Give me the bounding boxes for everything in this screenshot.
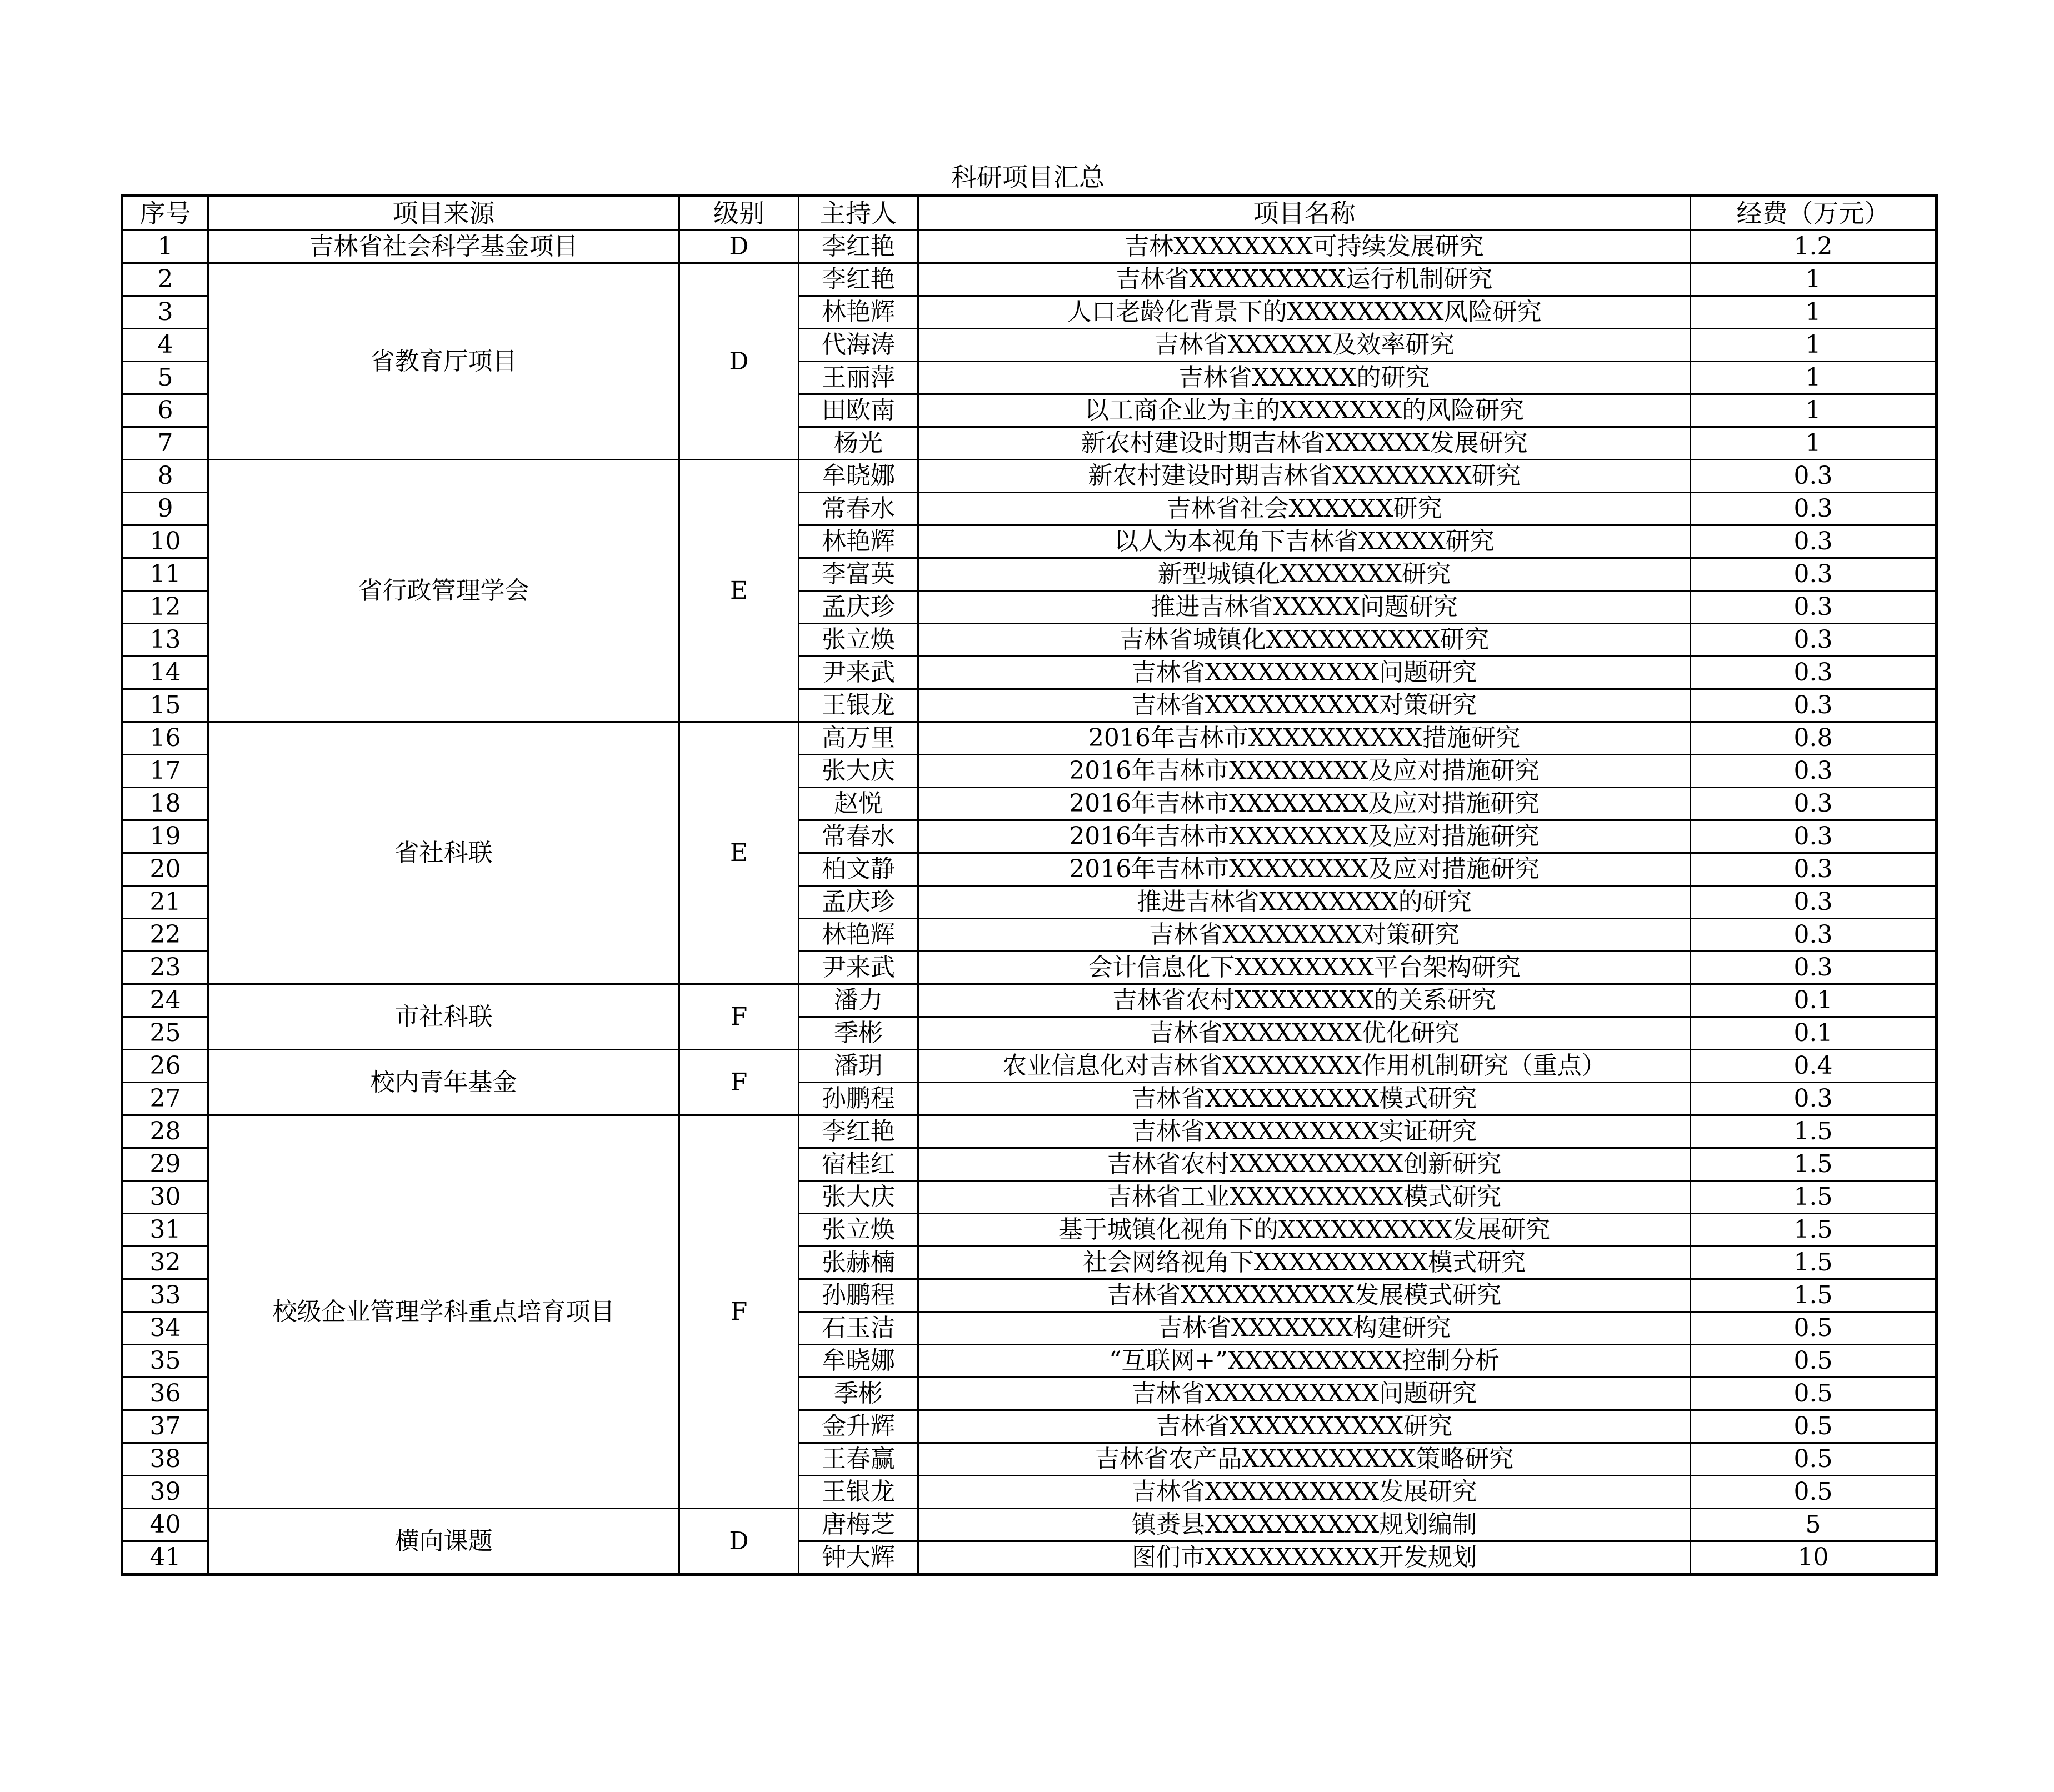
row-number-cell: 3 xyxy=(122,296,208,329)
project-source-cell: 省行政管理学会 xyxy=(208,460,679,722)
project-host-cell: 高万里 xyxy=(799,722,918,755)
table-row xyxy=(122,1115,1937,1148)
table-row xyxy=(122,722,1937,755)
table-row xyxy=(122,231,1937,263)
project-source-cell: 横向课题 xyxy=(208,1509,679,1575)
project-fund-cell: 0.3 xyxy=(1691,591,1937,624)
row-number-cell: 13 xyxy=(122,624,208,657)
table-row xyxy=(122,460,1937,493)
project-fund-cell: 1.5 xyxy=(1691,1115,1937,1148)
project-name-cell: 吉林省XXXXXX的研究 xyxy=(918,362,1691,394)
project-name-cell: 推进吉林省XXXXXXXX的研究 xyxy=(918,886,1691,919)
row-number-cell: 41 xyxy=(122,1541,208,1575)
row-number-cell: 19 xyxy=(122,820,208,853)
project-name-cell: 吉林省XXXXXXXXX运行机制研究 xyxy=(918,263,1691,296)
project-fund-cell: 0.3 xyxy=(1691,624,1937,657)
project-level-cell: D xyxy=(679,231,799,263)
row-number-cell: 40 xyxy=(122,1509,208,1541)
project-host-cell: 石玉洁 xyxy=(799,1312,918,1345)
row-number-cell: 22 xyxy=(122,919,208,952)
project-host-cell: 张大庆 xyxy=(799,755,918,788)
row-number-cell: 5 xyxy=(122,362,208,394)
project-fund-cell: 10 xyxy=(1691,1541,1937,1575)
project-host-cell: 牟晓娜 xyxy=(799,460,918,493)
project-host-cell: 王丽萍 xyxy=(799,362,918,394)
table-row xyxy=(122,1509,1937,1541)
row-number-cell: 24 xyxy=(122,984,208,1017)
project-name-cell: 2016年吉林市XXXXXXXXXX措施研究 xyxy=(918,722,1691,755)
project-name-cell: 吉林省农村XXXXXXXXXX创新研究 xyxy=(918,1148,1691,1181)
project-fund-cell: 0.3 xyxy=(1691,886,1937,919)
row-number-cell: 35 xyxy=(122,1345,208,1378)
project-fund-cell: 1.5 xyxy=(1691,1247,1937,1279)
project-fund-cell: 1.5 xyxy=(1691,1214,1937,1247)
project-fund-cell: 0.1 xyxy=(1691,1017,1937,1050)
project-name-cell: 吉林省城镇化XXXXXXXXXX研究 xyxy=(918,624,1691,657)
header-cell: 经费（万元） xyxy=(1691,196,1937,231)
project-host-cell: 潘力 xyxy=(799,984,918,1017)
row-number-cell: 29 xyxy=(122,1148,208,1181)
project-name-cell: 吉林省XXXXXXXXXX对策研究 xyxy=(918,689,1691,722)
project-fund-cell: 0.5 xyxy=(1691,1312,1937,1345)
project-level-cell: E xyxy=(679,722,799,984)
project-name-cell: 吉林省农村XXXXXXXX的关系研究 xyxy=(918,984,1691,1017)
project-fund-cell: 1.2 xyxy=(1691,231,1937,263)
project-host-cell: 林艳辉 xyxy=(799,919,918,952)
project-host-cell: 张立焕 xyxy=(799,1214,918,1247)
project-host-cell: 尹来武 xyxy=(799,952,918,984)
project-fund-cell: 0.3 xyxy=(1691,1083,1937,1115)
project-host-cell: 杨光 xyxy=(799,427,918,460)
project-host-cell: 季彬 xyxy=(799,1378,918,1410)
project-name-cell: 人口老龄化背景下的XXXXXXXXX风险研究 xyxy=(918,296,1691,329)
project-fund-cell: 0.8 xyxy=(1691,722,1937,755)
project-name-cell: 2016年吉林市XXXXXXXX及应对措施研究 xyxy=(918,853,1691,886)
row-number-cell: 8 xyxy=(122,460,208,493)
project-fund-cell: 1.5 xyxy=(1691,1279,1937,1312)
project-fund-cell: 0.3 xyxy=(1691,919,1937,952)
row-number-cell: 33 xyxy=(122,1279,208,1312)
project-host-cell: 李红艳 xyxy=(799,263,918,296)
row-number-cell: 36 xyxy=(122,1378,208,1410)
project-host-cell: 柏文静 xyxy=(799,853,918,886)
project-host-cell: 李红艳 xyxy=(799,1115,918,1148)
project-source-cell: 市社科联 xyxy=(208,984,679,1050)
project-name-cell: 吉林省XXXXXXXX对策研究 xyxy=(918,919,1691,952)
row-number-cell: 6 xyxy=(122,394,208,427)
project-host-cell: 张大庆 xyxy=(799,1181,918,1214)
project-host-cell: 潘玥 xyxy=(799,1050,918,1083)
header-cell: 项目来源 xyxy=(208,196,679,231)
page-title: 科研项目汇总 xyxy=(951,162,1105,192)
project-name-cell: 吉林省XXXXXXXXXX发展研究 xyxy=(918,1476,1691,1509)
row-number-cell: 27 xyxy=(122,1083,208,1115)
row-number-cell: 32 xyxy=(122,1247,208,1279)
project-name-cell: 2016年吉林市XXXXXXXX及应对措施研究 xyxy=(918,788,1691,820)
project-host-cell: 林艳辉 xyxy=(799,296,918,329)
row-number-cell: 16 xyxy=(122,722,208,755)
project-fund-cell: 0.3 xyxy=(1691,558,1937,591)
project-name-cell: 新农村建设时期吉林省XXXXXXXX研究 xyxy=(918,460,1691,493)
project-fund-cell: 1 xyxy=(1691,427,1937,460)
row-number-cell: 4 xyxy=(122,329,208,362)
project-source-cell: 省社科联 xyxy=(208,722,679,984)
project-host-cell: 王春赢 xyxy=(799,1443,918,1476)
row-number-cell: 15 xyxy=(122,689,208,722)
project-fund-cell: 0.3 xyxy=(1691,689,1937,722)
project-fund-cell: 0.3 xyxy=(1691,788,1937,820)
project-host-cell: 张赫楠 xyxy=(799,1247,918,1279)
project-host-cell: 唐梅芝 xyxy=(799,1509,918,1541)
project-fund-cell: 0.3 xyxy=(1691,493,1937,525)
project-host-cell: 金升辉 xyxy=(799,1410,918,1443)
project-host-cell: 田欧南 xyxy=(799,394,918,427)
header-cell: 项目名称 xyxy=(918,196,1691,231)
project-level-cell: F xyxy=(679,1115,799,1509)
project-host-cell: 王银龙 xyxy=(799,1476,918,1509)
project-name-cell: 吉林省XXXXXXX构建研究 xyxy=(918,1312,1691,1345)
project-host-cell: 孙鹏程 xyxy=(799,1279,918,1312)
project-name-cell: 以工商企业为主的XXXXXXX的风险研究 xyxy=(918,394,1691,427)
project-fund-cell: 0.1 xyxy=(1691,984,1937,1017)
project-fund-cell: 5 xyxy=(1691,1509,1937,1541)
project-name-cell: 吉林XXXXXXXX可持续发展研究 xyxy=(918,231,1691,263)
project-fund-cell: 0.5 xyxy=(1691,1378,1937,1410)
project-name-cell: 吉林省XXXXXXXXXX实证研究 xyxy=(918,1115,1691,1148)
project-host-cell: 林艳辉 xyxy=(799,525,918,558)
project-name-cell: 推进吉林省XXXXX问题研究 xyxy=(918,591,1691,624)
project-host-cell: 赵悦 xyxy=(799,788,918,820)
project-name-cell: 吉林省社会XXXXXX研究 xyxy=(918,493,1691,525)
project-host-cell: 代海涛 xyxy=(799,329,918,362)
project-fund-cell: 0.3 xyxy=(1691,952,1937,984)
row-number-cell: 31 xyxy=(122,1214,208,1247)
row-number-cell: 37 xyxy=(122,1410,208,1443)
row-number-cell: 34 xyxy=(122,1312,208,1345)
project-host-cell: 常春水 xyxy=(799,820,918,853)
table-row xyxy=(122,984,1937,1017)
row-number-cell: 7 xyxy=(122,427,208,460)
project-name-cell: 吉林省XXXXXXXXXX问题研究 xyxy=(918,657,1691,689)
project-name-cell: 吉林省XXXXXXXXXX问题研究 xyxy=(918,1378,1691,1410)
project-name-cell: 2016年吉林市XXXXXXXX及应对措施研究 xyxy=(918,755,1691,788)
project-fund-cell: 0.3 xyxy=(1691,820,1937,853)
project-fund-cell: 0.3 xyxy=(1691,853,1937,886)
row-number-cell: 17 xyxy=(122,755,208,788)
row-number-cell: 25 xyxy=(122,1017,208,1050)
project-name-cell: 社会网络视角下XXXXXXXXXX模式研究 xyxy=(918,1247,1691,1279)
row-number-cell: 20 xyxy=(122,853,208,886)
project-name-cell: 镇赉县XXXXXXXXXX规划编制 xyxy=(918,1509,1691,1541)
project-name-cell: 2016年吉林市XXXXXXXX及应对措施研究 xyxy=(918,820,1691,853)
project-name-cell: 吉林省工业XXXXXXXXXX模式研究 xyxy=(918,1181,1691,1214)
row-number-cell: 10 xyxy=(122,525,208,558)
project-name-cell: 吉林省农产品XXXXXXXXXX策略研究 xyxy=(918,1443,1691,1476)
header-row xyxy=(122,196,1937,231)
row-number-cell: 14 xyxy=(122,657,208,689)
project-name-cell: 吉林省XXXXXXXX优化研究 xyxy=(918,1017,1691,1050)
project-level-cell: D xyxy=(679,263,799,460)
project-name-cell: “互联网+”XXXXXXXXXX控制分析 xyxy=(918,1345,1691,1378)
project-name-cell: 图们市XXXXXXXXXX开发规划 xyxy=(918,1541,1691,1575)
project-host-cell: 钟大辉 xyxy=(799,1541,918,1575)
project-level-cell: F xyxy=(679,984,799,1050)
project-fund-cell: 0.5 xyxy=(1691,1410,1937,1443)
project-fund-cell: 0.3 xyxy=(1691,460,1937,493)
project-name-cell: 新型城镇化XXXXXXX研究 xyxy=(918,558,1691,591)
project-host-cell: 孙鹏程 xyxy=(799,1083,918,1115)
project-level-cell: D xyxy=(679,1509,799,1575)
project-name-cell: 吉林省XXXXXX及效率研究 xyxy=(918,329,1691,362)
project-source-cell: 吉林省社会科学基金项目 xyxy=(208,231,679,263)
project-host-cell: 李红艳 xyxy=(799,231,918,263)
project-name-cell: 吉林省XXXXXXXXXX发展模式研究 xyxy=(918,1279,1691,1312)
row-number-cell: 11 xyxy=(122,558,208,591)
project-name-cell: 以人为本视角下吉林省XXXXX研究 xyxy=(918,525,1691,558)
row-number-cell: 28 xyxy=(122,1115,208,1148)
project-fund-cell: 0.3 xyxy=(1691,525,1937,558)
project-name-cell: 吉林省XXXXXXXXXX研究 xyxy=(918,1410,1691,1443)
row-number-cell: 9 xyxy=(122,493,208,525)
table-row xyxy=(122,1050,1937,1083)
project-host-cell: 孟庆珍 xyxy=(799,886,918,919)
project-fund-cell: 1 xyxy=(1691,362,1937,394)
project-source-cell: 省教育厅项目 xyxy=(208,263,679,460)
row-number-cell: 38 xyxy=(122,1443,208,1476)
project-name-cell: 新农村建设时期吉林省XXXXXX发展研究 xyxy=(918,427,1691,460)
row-number-cell: 26 xyxy=(122,1050,208,1083)
project-source-cell: 校级企业管理学科重点培育项目 xyxy=(208,1115,679,1509)
project-fund-cell: 0.3 xyxy=(1691,755,1937,788)
project-fund-cell: 0.5 xyxy=(1691,1345,1937,1378)
project-fund-cell: 1 xyxy=(1691,296,1937,329)
project-host-cell: 季彬 xyxy=(799,1017,918,1050)
project-fund-cell: 1.5 xyxy=(1691,1181,1937,1214)
project-fund-cell: 1.5 xyxy=(1691,1148,1937,1181)
row-number-cell: 12 xyxy=(122,591,208,624)
project-host-cell: 孟庆珍 xyxy=(799,591,918,624)
project-host-cell: 张立焕 xyxy=(799,624,918,657)
row-number-cell: 21 xyxy=(122,886,208,919)
project-source-cell: 校内青年基金 xyxy=(208,1050,679,1115)
project-host-cell: 李富英 xyxy=(799,558,918,591)
project-fund-cell: 1 xyxy=(1691,394,1937,427)
row-number-cell: 39 xyxy=(122,1476,208,1509)
project-fund-cell: 1 xyxy=(1691,329,1937,362)
row-number-cell: 18 xyxy=(122,788,208,820)
project-level-cell: E xyxy=(679,460,799,722)
project-host-cell: 王银龙 xyxy=(799,689,918,722)
project-host-cell: 牟晓娜 xyxy=(799,1345,918,1378)
project-name-cell: 农业信息化对吉林省XXXXXXXX作用机制研究（重点） xyxy=(918,1050,1691,1083)
header-cell: 序号 xyxy=(122,196,208,231)
table-row xyxy=(122,263,1937,296)
row-number-cell: 2 xyxy=(122,263,208,296)
project-summary-table xyxy=(121,194,1938,1576)
project-name-cell: 吉林省XXXXXXXXXX模式研究 xyxy=(918,1083,1691,1115)
project-name-cell: 会计信息化下XXXXXXXX平台架构研究 xyxy=(918,952,1691,984)
project-fund-cell: 0.3 xyxy=(1691,657,1937,689)
row-number-cell: 23 xyxy=(122,952,208,984)
project-host-cell: 宿桂红 xyxy=(799,1148,918,1181)
project-name-cell: 基于城镇化视角下的XXXXXXXXXX发展研究 xyxy=(918,1214,1691,1247)
row-number-cell: 30 xyxy=(122,1181,208,1214)
header-cell: 级别 xyxy=(679,196,799,231)
project-fund-cell: 0.4 xyxy=(1691,1050,1937,1083)
project-fund-cell: 1 xyxy=(1691,263,1937,296)
header-cell: 主持人 xyxy=(799,196,918,231)
project-host-cell: 尹来武 xyxy=(799,657,918,689)
project-host-cell: 常春水 xyxy=(799,493,918,525)
project-fund-cell: 0.5 xyxy=(1691,1476,1937,1509)
project-fund-cell: 0.5 xyxy=(1691,1443,1937,1476)
project-level-cell: F xyxy=(679,1050,799,1115)
row-number-cell: 1 xyxy=(122,231,208,263)
